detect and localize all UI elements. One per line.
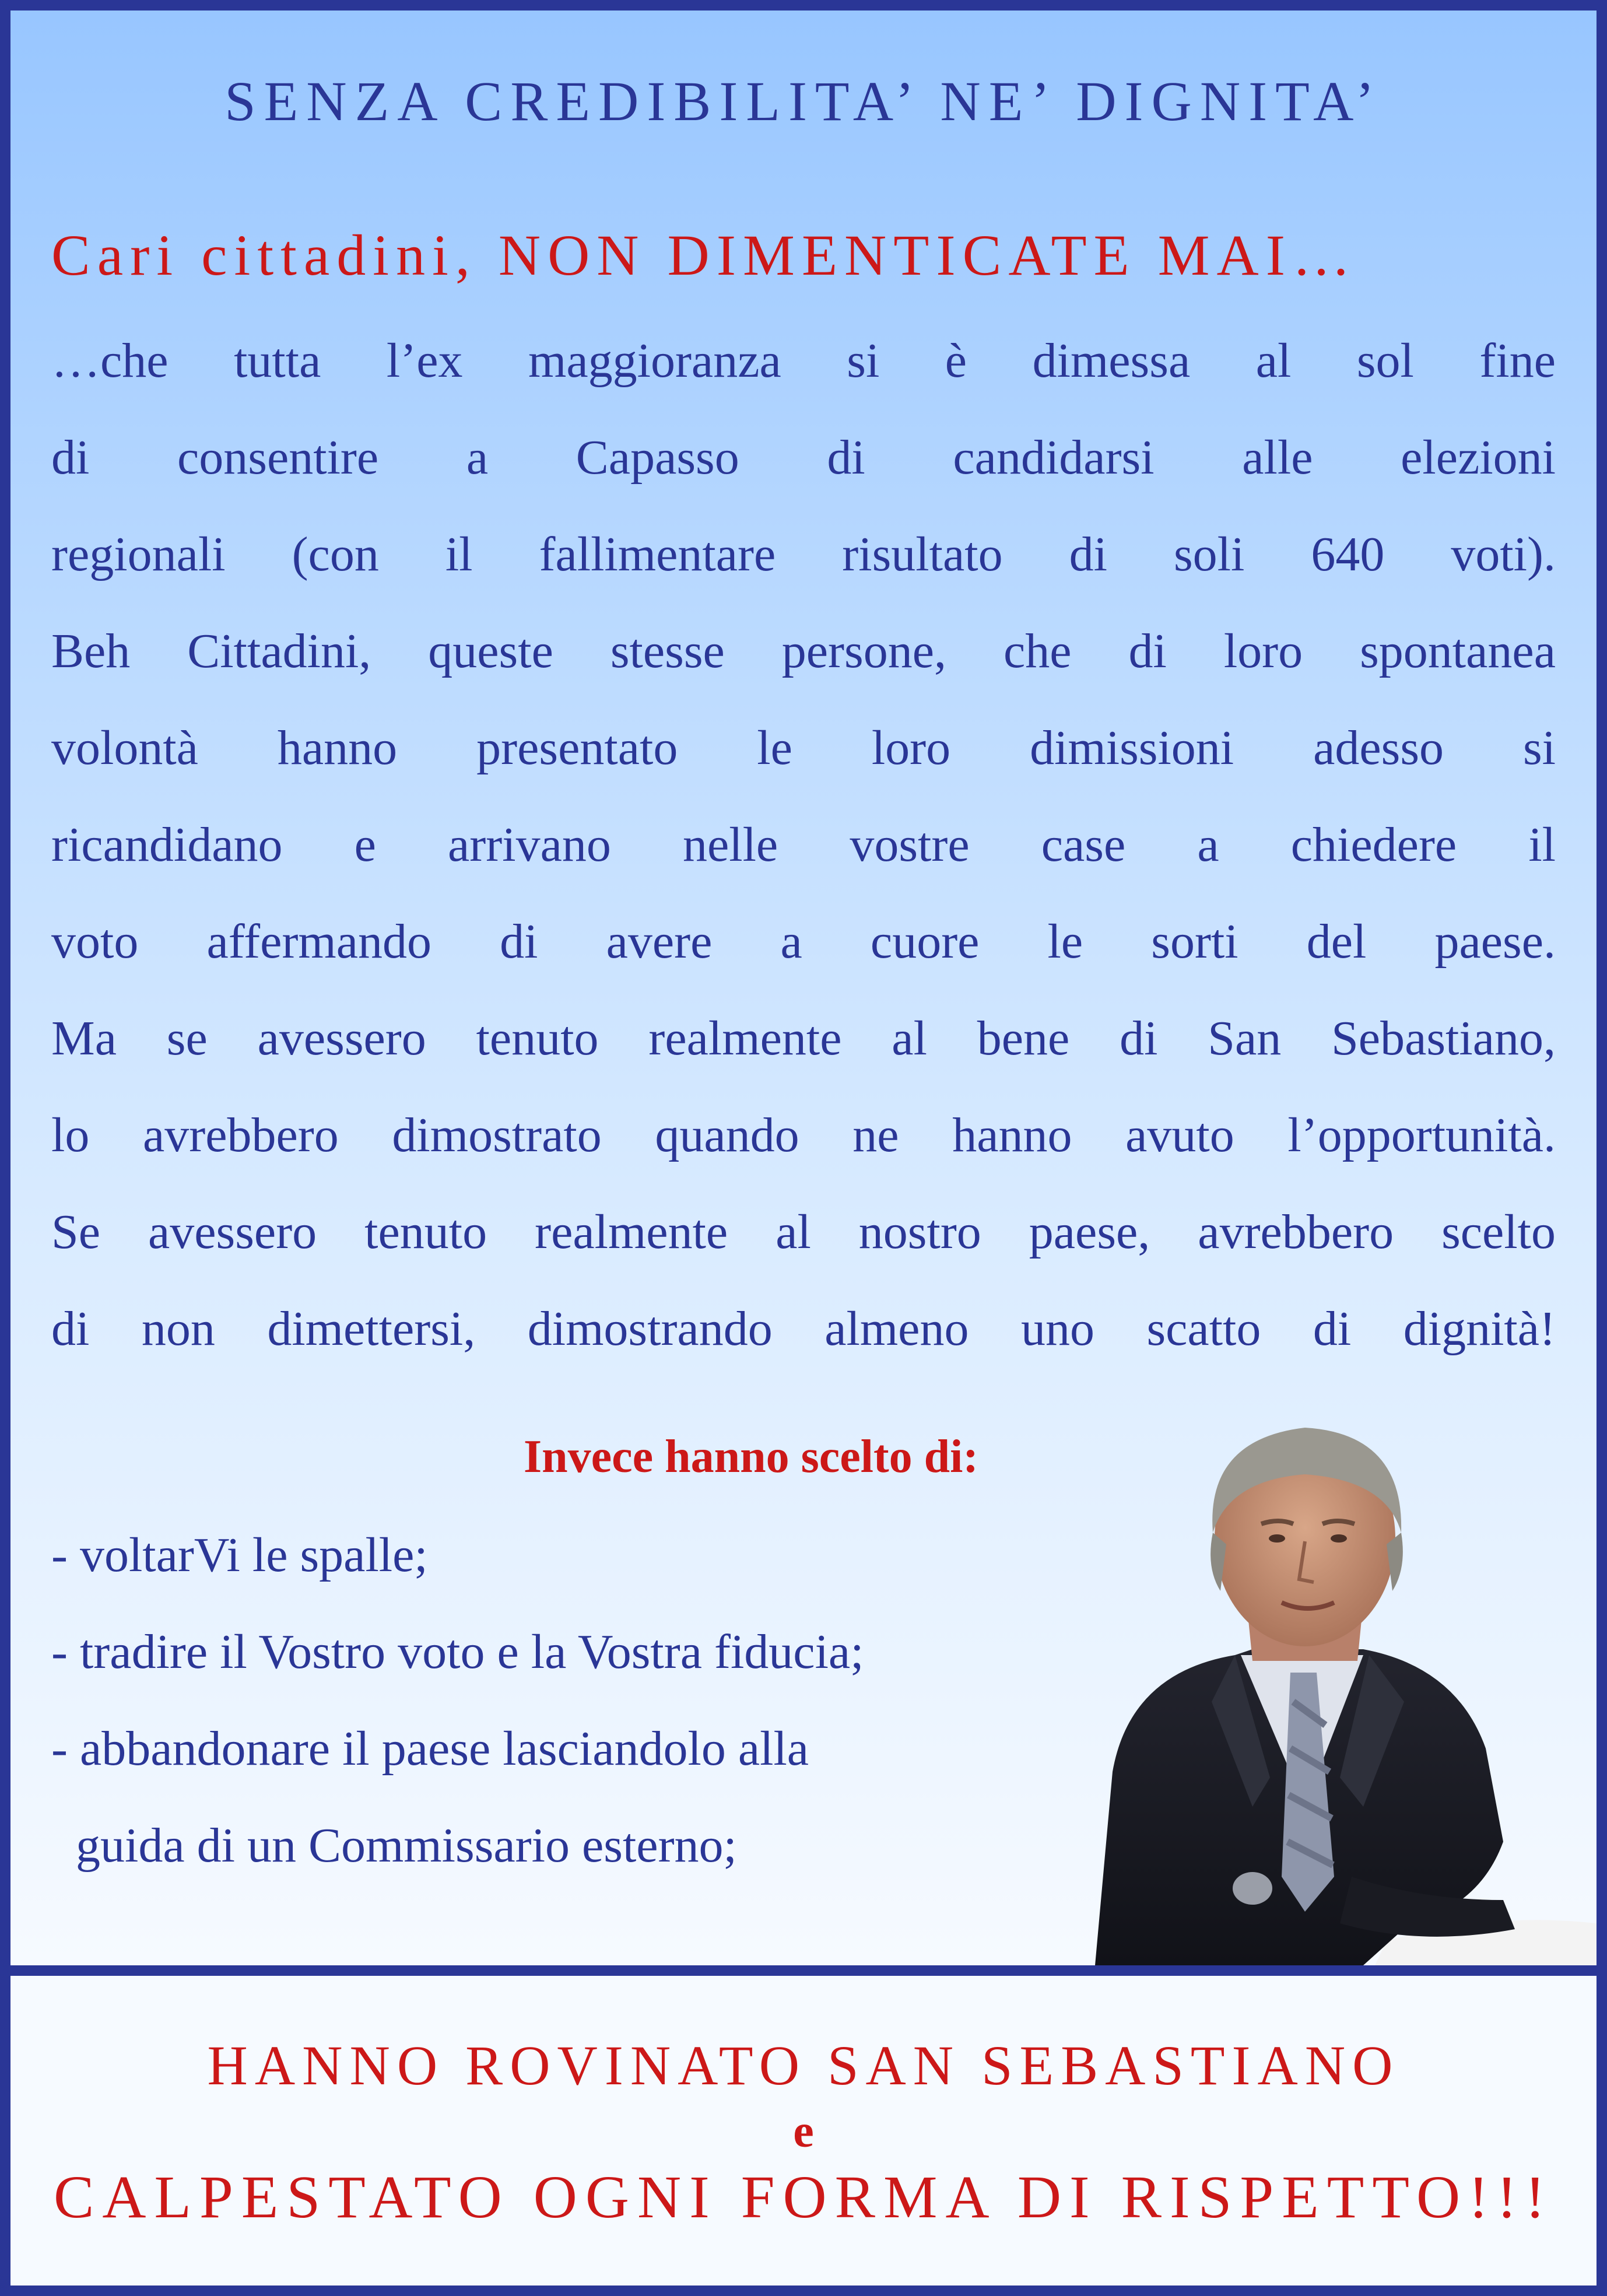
body-line: di non dimettersi, dimostrando almeno uno scatto di dignità!	[51, 1302, 1556, 1356]
list-item: - voltarVi le spalle;	[51, 1528, 428, 1582]
body-line: Se avessero tenuto realmente al nostro paese, avrebbero scelto	[51, 1205, 1556, 1259]
closing-conjunction: e	[793, 2106, 814, 2157]
divider-bar	[10, 1965, 1597, 1976]
body-line: Beh Cittadini, queste stesse persone, che di loro spontanea	[51, 624, 1556, 678]
body-line: Ma se avessero tenuto realmente al bene di San Sebastiano,	[51, 1011, 1556, 1065]
poster-upper-panel	[10, 10, 1597, 1965]
body-line: …che tutta l’ex maggioranza si è dimessa al sol fine	[51, 334, 1556, 388]
body-line: regionali (con il fallimentare risultato di soli 640 voti).	[51, 527, 1556, 581]
list-item: guida di un Commissario esterno;	[51, 1818, 737, 1873]
closing-line-1: HANNO ROVINATO SAN SEBASTIANO	[207, 2034, 1400, 2097]
body-line: volontà hanno presentato le loro dimissioni adesso si	[51, 721, 1556, 775]
list-item: - abbandonare il paese lasciandolo alla	[51, 1722, 809, 1776]
portrait-photo	[1060, 1398, 1597, 1965]
poster-subheading: Invece hanno scelto di:	[524, 1431, 978, 1482]
body-line: di consentire a Capasso di candidarsi alle elezioni	[51, 430, 1556, 485]
poster-title: SENZA CREDIBILITA’ NE’ DIGNITA’	[224, 70, 1383, 132]
closing-line-2: CALPESTATO OGNI FORMA DI RISPETTO!!!	[54, 2164, 1553, 2231]
body-line: lo avrebbero dimostrato quando ne hanno avuto l’opportunità.	[51, 1108, 1556, 1162]
body-line: ricandidano e arrivano nelle vostre case a chiedere il	[51, 818, 1556, 872]
body-line: voto affermando di avere a cuore le sorti del paese.	[51, 914, 1556, 969]
list-item: - tradire il Vostro voto e la Vostra fiducia;	[51, 1625, 864, 1679]
poster-heading: Cari cittadini, NON DIMENTICATE MAI…	[51, 223, 1358, 288]
